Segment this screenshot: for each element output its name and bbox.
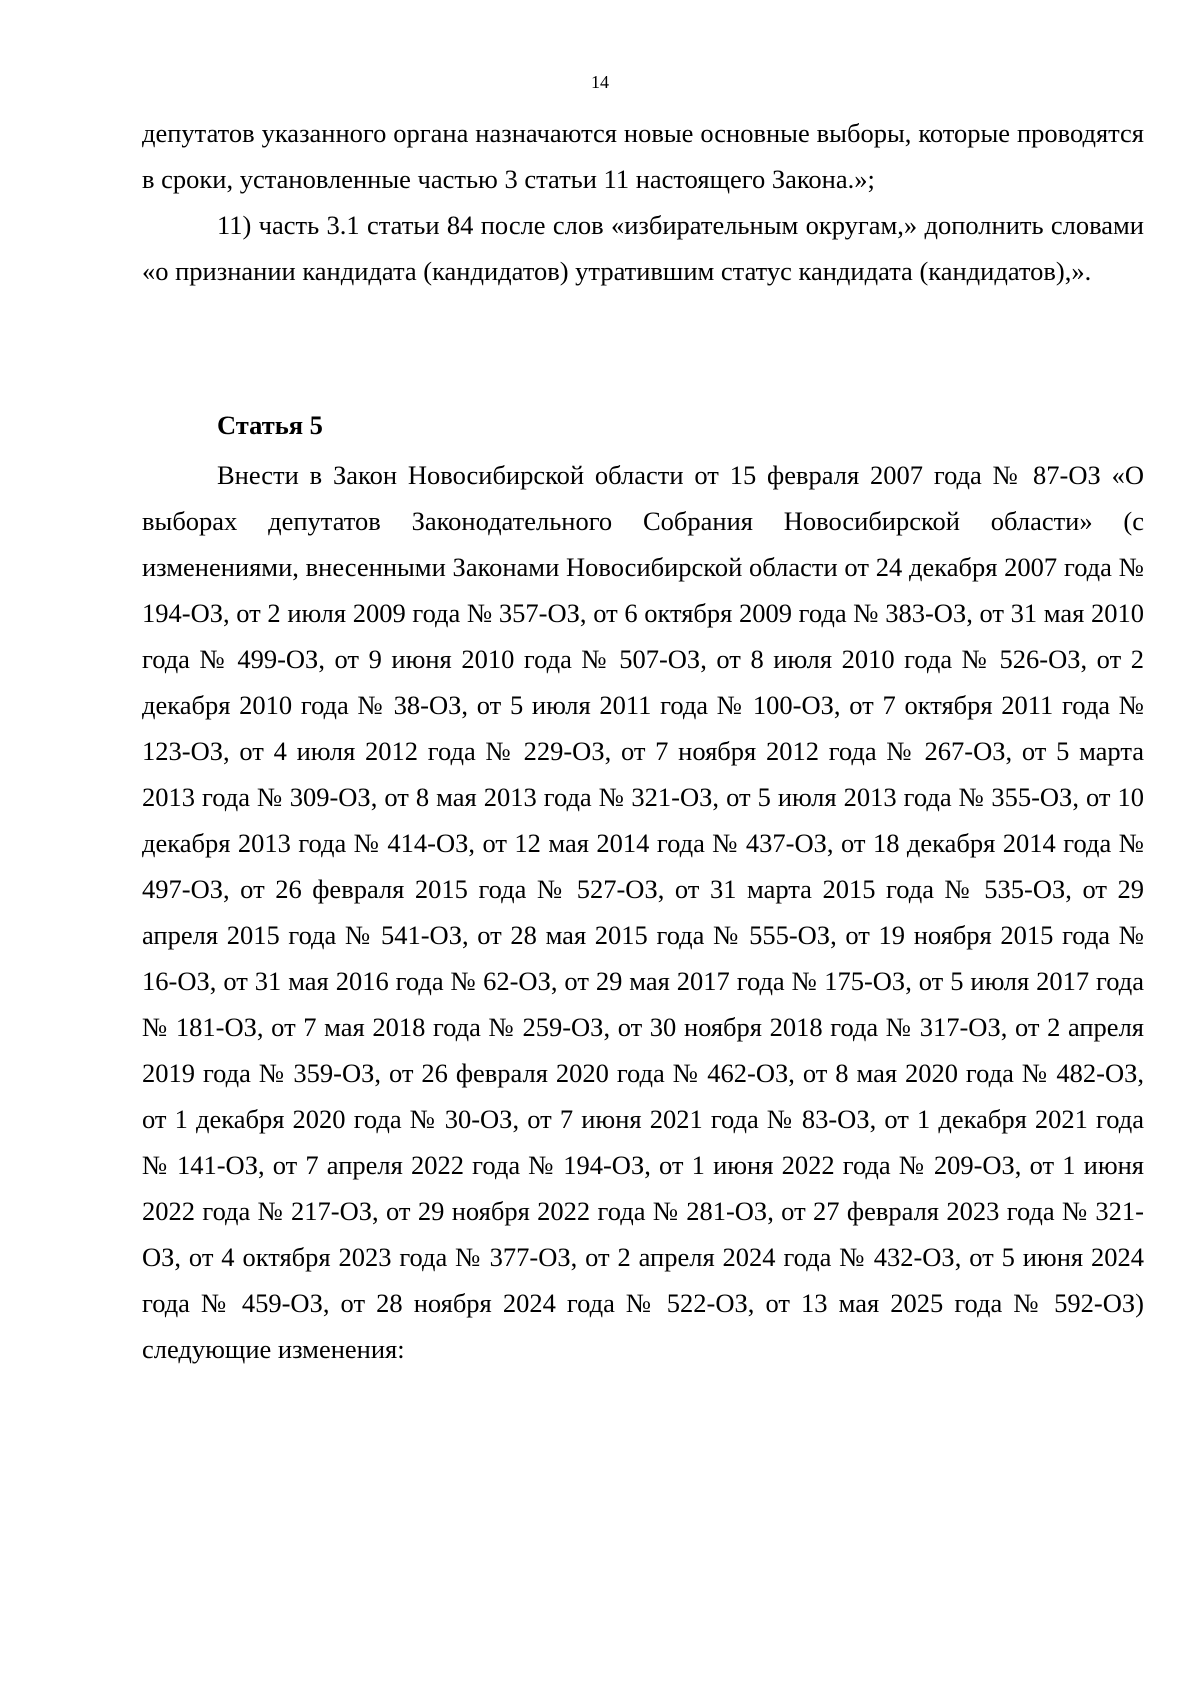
continuation-paragraph: депутатов указанного органа назначаются новые основные выборы, которые проводятся в сроки, установленные частью 3 статьи 11 настоящего Закона.»; — [142, 118, 1144, 194]
text-block-top — [142, 110, 1144, 294]
text-block-article — [142, 452, 1144, 1372]
article-body-paragraph: Внести в Закон Новосибирской области от 15 февраля 2007 года № 87-ОЗ «О выборах депутатов Законодательного Собрания Новосибирской области» (с изменениями, внесенными Законами Новосибирской области от 24 декабря 2007 года № 194-ОЗ, от 2 июля 2009 года № 357-ОЗ, от 6 октября 2009 года № 383-ОЗ, от 31 мая 2010 года № 499-ОЗ, от 9 июня 2010 года № 507-ОЗ, от 8 июля 2010 года № 526-ОЗ, от 2 декабря 2010 года № 38-ОЗ, от 5 июля 2011 года № 100-ОЗ, от 7 октября 2011 года № 123-ОЗ, от 4 июля 2012 года № 229-ОЗ, от 7 ноября 2012 года № 267-ОЗ, от 5 марта 2013 года № 309-ОЗ, от 8 мая 2013 года № 321-ОЗ, от 5 июля 2013 года № 355-ОЗ, от 10 декабря 2013 года № 414-ОЗ, от 12 мая 2014 года № 437-ОЗ, от 18 декабря 2014 года № 497-ОЗ, от 26 февраля 2015 года № 527-ОЗ, от 31 марта 2015 года № 535-ОЗ, от 29 апреля 2015 года № 541-ОЗ, от 28 мая 2015 года № 555-ОЗ, от 19 ноября 2015 года № 16-ОЗ, от 31 мая 2016 года № 62-ОЗ, от 29 мая 2017 года № 175-ОЗ, от 5 июля 2017 года № 181-ОЗ, от 7 мая 2018 года № 259-ОЗ, от 30 ноября 2018 года № 317-ОЗ, от 2 апреля 2019 года № 359-ОЗ, от 26 февраля 2020 года № 462-ОЗ, от 8 мая 2020 года № 482-ОЗ, от 1 декабря 2020 года № 30-ОЗ, от 7 июня 2021 года № 83-ОЗ, от 1 декабря 2021 года № 141-ОЗ, от 7 апреля 2022 года № 194-ОЗ, от 1 июня 2022 года № 209-ОЗ, от 1 июня 2022 года № 217-ОЗ, от 29 ноября 2022 года № 281-ОЗ, от 27 февраля 2023 года № 321-ОЗ, от 4 октября 2023 года № 377-ОЗ, от 2 апреля 2024 года № 432-ОЗ, от 5 июня 2024 года № 459-ОЗ, от 28 ноября 2024 года № 522-ОЗ, от 13 мая 2025 года № 592-ОЗ) следующие изменения: — [142, 460, 1144, 1364]
page-number: 14 — [591, 72, 609, 92]
item-11-paragraph: 11) часть 3.1 статьи 84 после слов «избирательным округам,» дополнить словами «о признании кандидата (кандидатов) утратившим статус кандидата (кандидатов),». — [142, 210, 1144, 286]
article-heading: Статья 5 — [217, 410, 323, 440]
